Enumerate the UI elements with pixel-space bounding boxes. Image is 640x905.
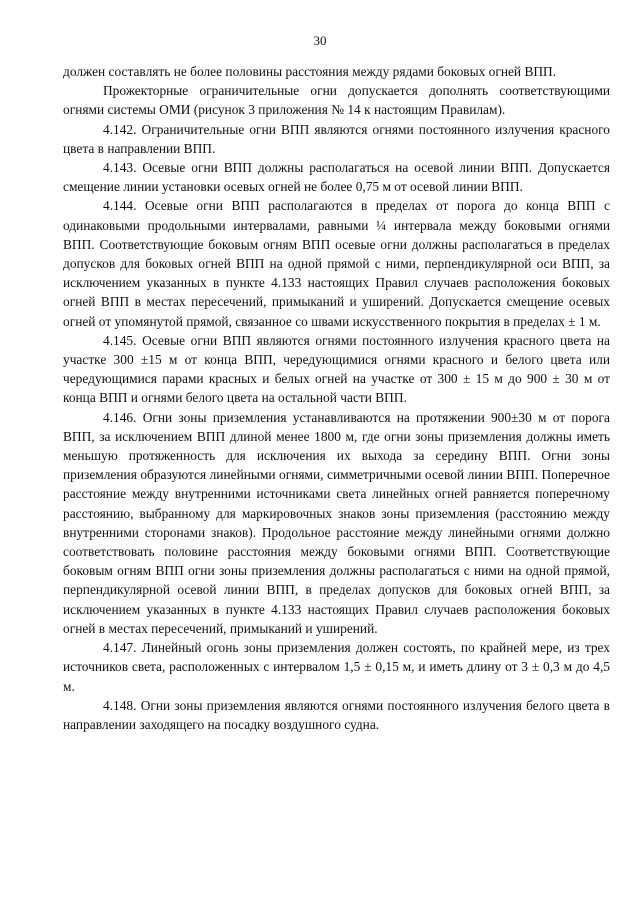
paragraph-4-145: 4.145. Осевые огни ВПП являются огнями постоянного излучения красного цвета на участке 300 ±15 м от конца ВПП, чередующимися огнями красного и белого цвета или чередующимися парами красных и белых огней на участке от 300 ± 15 м до 900 ± 30 м от конца ВПП и огнями белого цвета на остальной части ВПП. <box>63 332 610 406</box>
paragraph-4-142: 4.142. Ограничительные огни ВПП являются огнями постоянного излучения красного цвета в направлении ВПП. <box>63 121 610 156</box>
page-number: 30 <box>313 33 327 48</box>
paragraph-4-148: 4.148. Огни зоны приземления являются огнями постоянного излучения белого цвета в направлении заходящего на посадку воздушного судна. <box>63 697 610 732</box>
paragraph-4-146: 4.146. Огни зоны приземления устанавливаются на протяжении 900±30 м от порога ВПП, за исключением ВПП длиной менее 1800 м, где огни зоны приземления должны иметь меньшую протяженность для исключения их выхода за середину ВПП. Огни зоны приземления образуются линейными огнями, симметричными осевой линии ВПП. Поперечное расстояние между внутренними источниками света линейных огней равняется поперечному расстоянию, выбранному для маркировочных знаков зоны приземления (расстоянию между внутренними сторонами знаков). Продольное расстояние между линейными огнями должно соответствовать половине расстояния между боковыми огнями ВПП. Соответствующие боковым огням ВПП огни зоны приземления должны располагаться с ними на одной прямой, перпендикулярной осевой линии ВПП, в пределах допусков для боковых огней ВПП, за исключением указанных в пункте 4.133 настоящих Правил случаев расположения боковых огней в местах пересечений, примыканий и уширений. <box>63 409 610 636</box>
paragraph-4-144: 4.144. Осевые огни ВПП располагаются в пределах от порога до конца ВПП с одинаковыми продольными интервалами, равными ¼ интервала между боковыми огнями ВПП. Соответствующие боковым огням ВПП осевые огни должны располагаться в пределах допусков для боковых огней ВПП на одной прямой с ними, перпендикулярной оси ВПП, за исключением указанных в пункте 4.133 настоящих Правил случаев расположения боковых огней ВПП в местах пересечений, примыканий и уширений. Допускается смещение осевых огней от упомянутой прямой, связанное со швами искусственного покрытия в пределах ± 1 м. <box>63 198 610 329</box>
paragraph-4-143: 4.143. Осевые огни ВПП должны располагаться на осевой линии ВПП. Допускается смещение линии установки осевых огней не более 0,75 м от осевой линии ВПП. <box>63 160 610 195</box>
paragraph-continuation: должен составлять не более половины расстояния между рядами боковых огней ВПП. <box>63 64 557 79</box>
paragraph-floodlights: Прожекторные ограничительные огни допускается дополнять соответствующими огнями системы ОМИ (рисунок 3 приложения № 14 к настоящим Правилам). <box>63 83 610 118</box>
document-body <box>63 62 610 734</box>
paragraph-4-147: 4.147. Линейный огонь зоны приземления должен состоять, по крайней мере, из трех источников света, расположенных с интервалом 1,5 ± 0,15 м, и иметь длину от 3 ± 0,3 м до 4,5 м. <box>63 640 610 694</box>
